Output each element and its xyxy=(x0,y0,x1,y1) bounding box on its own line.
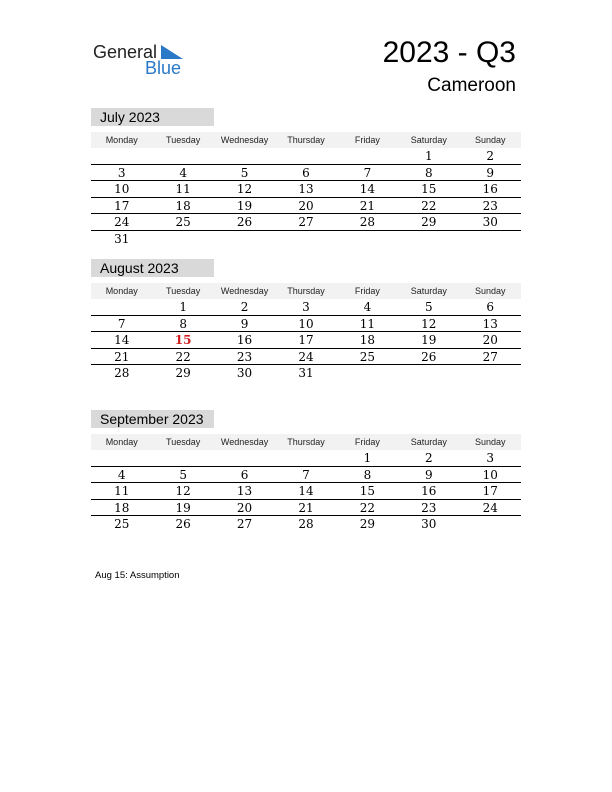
day-cell: 29 xyxy=(421,215,437,229)
day-cell: 14 xyxy=(359,182,376,196)
week-row xyxy=(91,316,521,333)
day-cell: 30 xyxy=(482,215,498,229)
day-cell: 22 xyxy=(175,349,191,364)
day-cell: 27 xyxy=(298,215,314,229)
day-cell: 28 xyxy=(114,366,130,380)
day-cell: 16 xyxy=(421,484,437,498)
weekday-label: Tuesday xyxy=(166,135,201,145)
weekday-label: Friday xyxy=(354,286,380,296)
day-cell: 2 xyxy=(486,149,495,163)
week-row xyxy=(91,483,521,500)
weekday-label: Saturday xyxy=(410,286,447,296)
week-row xyxy=(91,450,521,467)
week-row xyxy=(91,332,521,349)
day-cell xyxy=(214,148,275,164)
day-cell: 12 xyxy=(236,182,253,196)
day-cell xyxy=(214,450,275,466)
day-cell: 21 xyxy=(359,198,376,213)
day-cell: 28 xyxy=(298,517,314,531)
day-cell xyxy=(398,365,459,382)
day-cell: 3 xyxy=(117,165,126,180)
logo-flag-icon xyxy=(161,45,183,59)
week-row xyxy=(91,148,521,165)
day-cell: 13 xyxy=(482,316,498,331)
day-cell: 25 xyxy=(359,349,376,364)
day-cell: 9 xyxy=(240,316,249,331)
week-row xyxy=(91,231,521,248)
day-cell: 19 xyxy=(175,500,191,515)
day-cell: 1 xyxy=(179,300,187,314)
day-cell xyxy=(152,450,213,466)
day-cell: 2 xyxy=(425,451,433,465)
day-cell xyxy=(460,365,521,382)
day-cell: 1 xyxy=(363,451,372,465)
day-cell: 26 xyxy=(236,215,253,229)
month-title: August 2023 xyxy=(91,259,214,277)
week-row xyxy=(91,198,521,215)
day-cell xyxy=(275,450,336,466)
day-cell: 21 xyxy=(298,500,314,515)
week-row xyxy=(91,365,521,382)
day-cell: 6 xyxy=(302,165,310,180)
day-cell: 17 xyxy=(482,484,498,498)
weekday-label: Sunday xyxy=(474,437,506,447)
weekday-label: Sunday xyxy=(474,286,506,296)
day-cell: 25 xyxy=(175,215,191,229)
week-row xyxy=(91,165,521,182)
day-cell: 12 xyxy=(421,316,437,331)
day-cell: 14 xyxy=(114,333,130,347)
day-cell: 22 xyxy=(421,198,437,213)
day-cell: 7 xyxy=(363,165,372,180)
logo-general-text: General xyxy=(93,42,158,62)
day-cell xyxy=(337,365,398,382)
month-block xyxy=(91,410,521,533)
day-cell xyxy=(398,231,459,248)
day-cell: 20 xyxy=(236,500,253,515)
day-cell: 3 xyxy=(302,300,310,314)
day-cell: 26 xyxy=(421,349,437,364)
day-cell: 23 xyxy=(482,198,498,213)
day-cell: 4 xyxy=(117,467,126,482)
day-cell: 3 xyxy=(486,451,495,465)
day-cell: 24 xyxy=(482,500,498,515)
day-cell: 21 xyxy=(114,349,130,364)
day-cell: 10 xyxy=(298,316,314,331)
day-cell: 23 xyxy=(236,349,253,364)
weekday-label: Monday xyxy=(105,286,138,296)
day-cell xyxy=(91,299,152,315)
day-cell: 14 xyxy=(298,484,314,498)
day-cell: 16 xyxy=(482,182,498,196)
day-cell: 10 xyxy=(114,182,130,196)
weekday-label: Friday xyxy=(354,135,380,145)
month-block xyxy=(91,259,521,382)
week-row xyxy=(91,181,521,198)
day-cell: 5 xyxy=(179,467,187,482)
day-cell: 7 xyxy=(117,316,126,331)
day-cell xyxy=(337,148,398,164)
day-cell xyxy=(460,231,521,248)
logo xyxy=(93,40,193,80)
day-cell: 17 xyxy=(114,198,130,213)
day-cell: 30 xyxy=(421,517,437,531)
day-cell: 28 xyxy=(359,215,376,229)
weekday-label: Thursday xyxy=(287,437,325,447)
day-cell: 19 xyxy=(236,198,253,213)
day-cell: 18 xyxy=(114,500,130,515)
day-cell: 27 xyxy=(482,349,498,364)
day-cell: 5 xyxy=(425,300,433,314)
weekday-header-row xyxy=(91,283,521,299)
weekday-label: Saturday xyxy=(410,437,447,447)
weekday-label: Monday xyxy=(105,135,138,145)
day-cell: 18 xyxy=(359,333,376,347)
day-cell xyxy=(275,148,336,164)
weekday-header-row xyxy=(91,434,521,450)
day-cell: 11 xyxy=(175,182,191,196)
day-cell: 24 xyxy=(298,349,314,364)
week-row xyxy=(91,299,521,316)
day-cell: 30 xyxy=(236,366,253,380)
day-cell xyxy=(152,231,213,248)
weekday-label: Saturday xyxy=(410,135,447,145)
day-cell xyxy=(152,148,213,164)
day-cell: 6 xyxy=(240,467,249,482)
day-cell: 31 xyxy=(114,231,130,246)
page-title: 2023 - Q3 xyxy=(382,36,516,69)
weekday-label: Thursday xyxy=(287,135,325,145)
day-cell: 26 xyxy=(175,517,191,531)
day-cell: 25 xyxy=(114,517,130,531)
week-row xyxy=(91,349,521,366)
day-cell: 5 xyxy=(240,165,249,180)
day-cell: 29 xyxy=(175,366,191,380)
day-cell: 12 xyxy=(175,484,191,498)
holiday-note: Aug 15: Assumption xyxy=(95,570,180,581)
day-cell: 6 xyxy=(486,300,495,314)
country-name: Cameroon xyxy=(427,75,516,96)
weekday-label: Monday xyxy=(105,437,138,447)
day-cell: 4 xyxy=(363,300,372,314)
day-cell: 13 xyxy=(236,484,253,498)
weekday-label: Tuesday xyxy=(166,286,201,296)
day-cell: 29 xyxy=(359,517,376,531)
weekday-label: Friday xyxy=(354,437,380,447)
day-cell xyxy=(337,231,398,248)
day-cell: 2 xyxy=(240,300,249,314)
day-cell: 4 xyxy=(179,165,187,180)
day-cell: 9 xyxy=(425,467,433,482)
week-row xyxy=(91,214,521,231)
weekday-label: Wednesday xyxy=(220,437,269,447)
weekday-label: Sunday xyxy=(474,135,506,145)
weekday-label: Wednesday xyxy=(220,286,269,296)
day-cell: 18 xyxy=(175,198,191,213)
day-cell: 15 xyxy=(359,484,376,498)
day-cell: 13 xyxy=(298,182,314,196)
day-cell: 15 xyxy=(174,333,192,347)
day-cell: 11 xyxy=(359,316,376,331)
day-cell: 20 xyxy=(298,198,314,213)
day-cell xyxy=(460,516,521,533)
week-row xyxy=(91,500,521,517)
month-block xyxy=(91,108,521,247)
month-title: July 2023 xyxy=(91,108,214,126)
day-cell: 1 xyxy=(425,149,433,163)
logo-blue-text: Blue xyxy=(145,58,182,78)
day-cell: 20 xyxy=(482,333,498,347)
day-cell xyxy=(275,231,336,248)
day-cell: 9 xyxy=(486,165,495,180)
day-cell: 8 xyxy=(363,467,372,482)
day-cell: 11 xyxy=(114,484,130,498)
week-row xyxy=(91,516,521,533)
day-cell: 16 xyxy=(236,333,253,347)
day-cell xyxy=(214,231,275,248)
day-cell: 15 xyxy=(421,182,437,196)
day-cell: 23 xyxy=(421,500,437,515)
weekday-header-row xyxy=(91,132,521,148)
day-cell: 8 xyxy=(179,316,187,331)
week-row xyxy=(91,467,521,484)
weekday-label: Tuesday xyxy=(166,437,201,447)
day-cell: 8 xyxy=(425,165,433,180)
day-cell: 24 xyxy=(114,215,130,229)
day-cell: 31 xyxy=(298,366,314,380)
day-cell: 27 xyxy=(236,517,253,531)
day-cell: 22 xyxy=(359,500,376,515)
month-title: September 2023 xyxy=(91,410,214,428)
day-cell: 19 xyxy=(421,333,437,347)
day-cell xyxy=(91,148,152,164)
weekday-label: Wednesday xyxy=(220,135,269,145)
day-cell: 10 xyxy=(482,467,498,482)
weekday-label: Thursday xyxy=(287,286,325,296)
day-cell: 17 xyxy=(298,333,314,347)
day-cell: 7 xyxy=(302,467,310,482)
day-cell xyxy=(91,450,152,466)
